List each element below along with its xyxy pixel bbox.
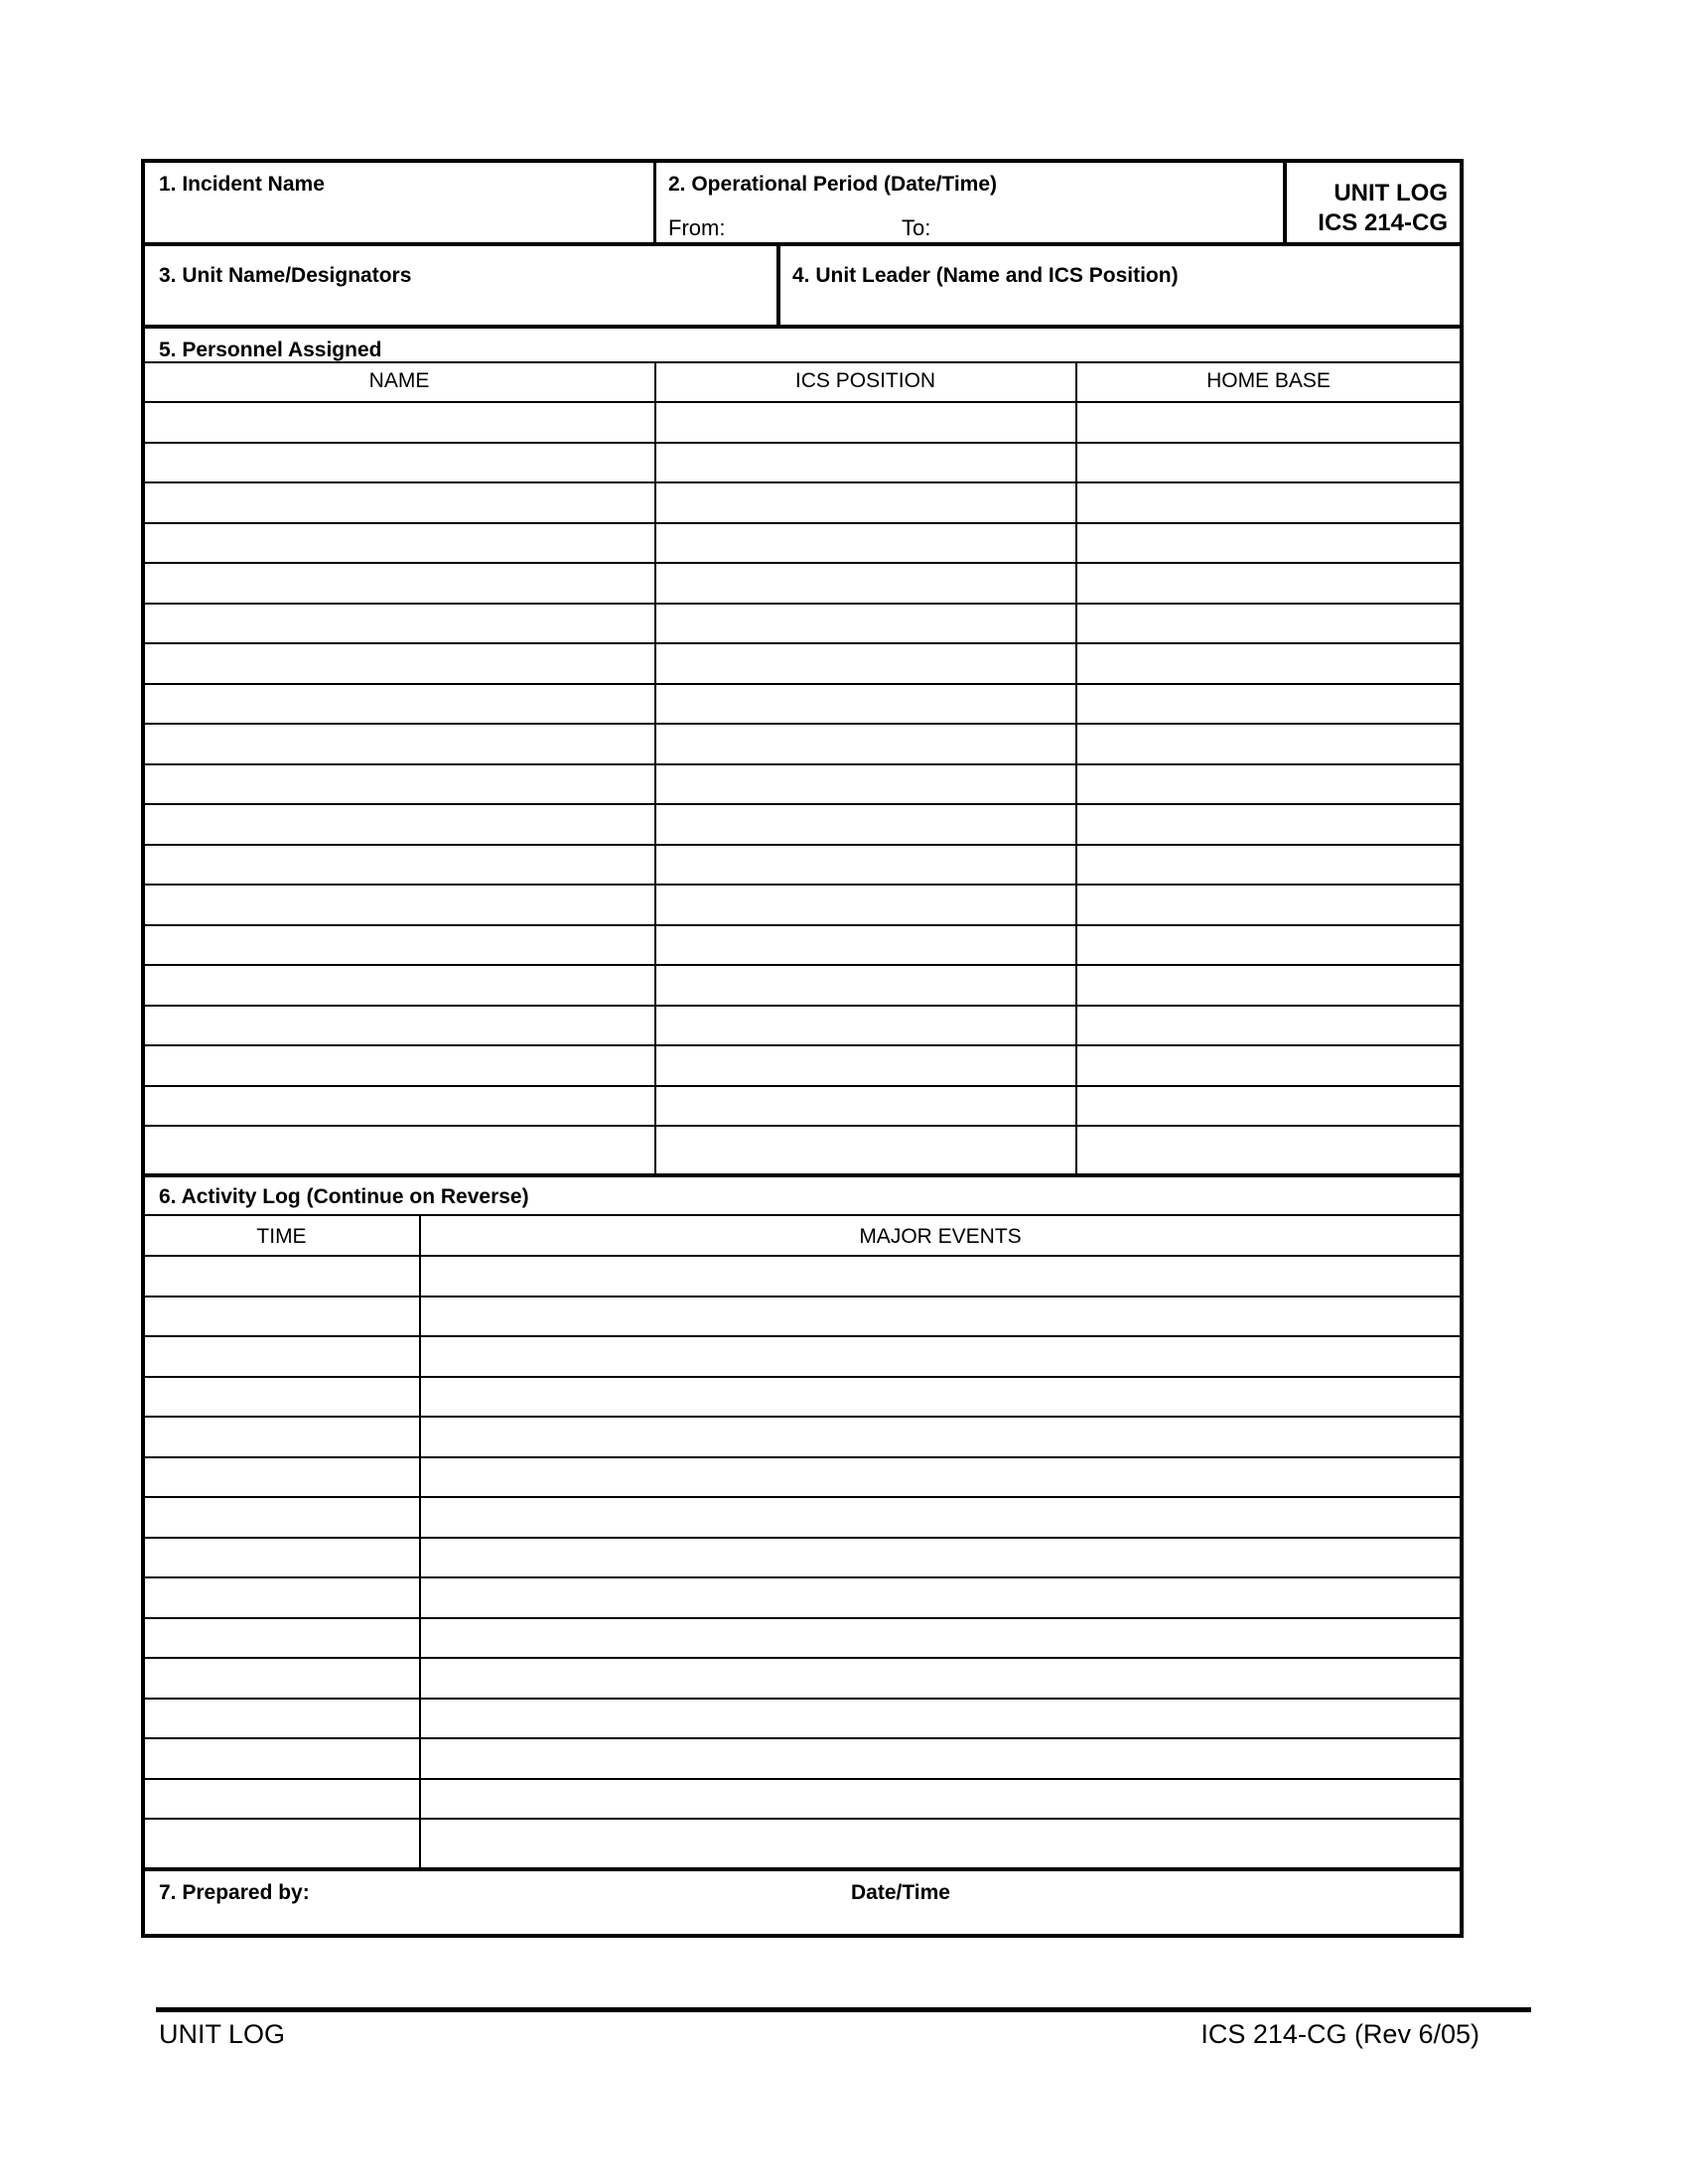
table-row [145, 1378, 1460, 1417]
from-field[interactable] [731, 210, 929, 240]
personnel-home-base-cell[interactable] [1077, 1127, 1460, 1165]
table-row [145, 605, 1460, 643]
personnel-home-base-cell[interactable] [1077, 1007, 1460, 1045]
operational-period-label: 2. Operational Period (Date/Time) [668, 173, 998, 196]
table-row [145, 403, 1460, 442]
personnel-name-cell[interactable] [145, 805, 651, 844]
table-row [145, 685, 1460, 724]
personnel-ics-position-cell[interactable] [656, 725, 1074, 763]
prepared-by-label: 7. Prepared by: [159, 1881, 310, 1904]
incident-name-label: 1. Incident Name [159, 173, 325, 196]
activity-time-cell[interactable] [145, 1337, 416, 1376]
personnel-assigned-label: 5. Personnel Assigned [159, 339, 382, 361]
table-row [145, 1007, 1460, 1045]
personnel-home-base-cell[interactable] [1077, 483, 1460, 522]
divider [145, 361, 1460, 363]
personnel-ics-position-cell[interactable] [656, 846, 1074, 885]
table-row [145, 926, 1460, 965]
date-time-field[interactable] [969, 1875, 1456, 1925]
table-row [145, 725, 1460, 763]
activity-time-cell[interactable] [145, 1820, 416, 1858]
date-time-label: Date/Time [851, 1881, 950, 1904]
personnel-home-base-cell[interactable] [1077, 886, 1460, 924]
activity-major-events-cell[interactable] [421, 1458, 1460, 1497]
activity-time-cell[interactable] [145, 1257, 416, 1296]
table-row [145, 1418, 1460, 1456]
personnel-name-cell[interactable] [145, 524, 651, 563]
table-row [145, 1539, 1460, 1577]
activity-time-cell[interactable] [145, 1578, 416, 1617]
personnel-ics-position-cell[interactable] [656, 1007, 1074, 1045]
major-events-column-header: MAJOR EVENTS [859, 1225, 1022, 1248]
table-row [145, 483, 1460, 522]
footer-form-name: UNIT LOG [159, 2019, 286, 2049]
personnel-home-base-cell[interactable] [1077, 685, 1460, 724]
divider [1283, 163, 1287, 243]
personnel-ics-position-cell[interactable] [656, 524, 1074, 563]
table-row [145, 444, 1460, 482]
personnel-name-cell[interactable] [145, 403, 651, 442]
activity-major-events-cell[interactable] [421, 1820, 1460, 1858]
personnel-ics-position-cell[interactable] [656, 1127, 1074, 1165]
divider [145, 1173, 1460, 1177]
table-row [145, 966, 1460, 1005]
personnel-name-cell[interactable] [145, 564, 651, 603]
table-row [145, 765, 1460, 804]
personnel-ics-position-cell[interactable] [656, 886, 1074, 924]
personnel-home-base-cell[interactable] [1077, 564, 1460, 603]
table-row [145, 1458, 1460, 1497]
personnel-name-cell[interactable] [145, 444, 651, 482]
activity-major-events-cell[interactable] [421, 1297, 1460, 1336]
personnel-name-cell[interactable] [145, 483, 651, 522]
activity-major-events-cell[interactable] [421, 1498, 1460, 1537]
divider [145, 1867, 1460, 1871]
activity-log-label: 6. Activity Log (Continue on Reverse) [159, 1185, 529, 1208]
table-row [145, 1578, 1460, 1617]
personnel-ics-position-cell[interactable] [656, 1087, 1074, 1126]
personnel-home-base-cell[interactable] [1077, 846, 1460, 885]
table-row [145, 564, 1460, 603]
personnel-home-base-cell[interactable] [1077, 926, 1460, 965]
activity-major-events-cell[interactable] [421, 1659, 1460, 1698]
table-row [145, 1046, 1460, 1085]
personnel-home-base-cell[interactable] [1077, 805, 1460, 844]
personnel-ics-position-cell[interactable] [656, 444, 1074, 482]
personnel-ics-position-cell[interactable] [656, 805, 1074, 844]
personnel-home-base-cell[interactable] [1077, 966, 1460, 1005]
time-column-header: TIME [256, 1225, 307, 1248]
activity-time-cell[interactable] [145, 1780, 416, 1819]
activity-major-events-cell[interactable] [421, 1739, 1460, 1778]
activity-major-events-cell[interactable] [421, 1780, 1460, 1819]
unit-name-field[interactable] [145, 246, 776, 326]
personnel-home-base-cell[interactable] [1077, 765, 1460, 804]
personnel-home-base-cell[interactable] [1077, 403, 1460, 442]
unit-leader-label: 4. Unit Leader (Name and ICS Position) [792, 264, 1179, 287]
ics-position-column-header: ICS POSITION [794, 369, 936, 392]
personnel-ics-position-cell[interactable] [656, 1046, 1074, 1085]
table-row [145, 886, 1460, 924]
activity-major-events-cell[interactable] [421, 1337, 1460, 1376]
divider [145, 1214, 1460, 1216]
form-title-line2: ICS 214-CG [1318, 209, 1448, 236]
unit-leader-field[interactable] [780, 246, 1460, 326]
to-label: To: [902, 215, 931, 240]
table-row [145, 1820, 1460, 1858]
table-row [145, 1127, 1460, 1165]
unit-name-label: 3. Unit Name/Designators [159, 264, 412, 287]
personnel-name-cell[interactable] [145, 765, 651, 804]
table-row [145, 1619, 1460, 1658]
personnel-ics-position-cell[interactable] [656, 483, 1074, 522]
activity-major-events-cell[interactable] [421, 1619, 1460, 1658]
personnel-home-base-cell[interactable] [1077, 1046, 1460, 1085]
home-base-column-header: HOME BASE [1206, 369, 1331, 392]
personnel-ics-position-cell[interactable] [656, 403, 1074, 442]
personnel-name-cell[interactable] [145, 846, 651, 885]
incident-name-field[interactable] [145, 163, 653, 242]
unit-log-form [141, 159, 1464, 1938]
personnel-ics-position-cell[interactable] [656, 926, 1074, 965]
table-row [145, 846, 1460, 885]
personnel-home-base-cell[interactable] [1077, 644, 1460, 683]
personnel-name-cell[interactable] [145, 926, 651, 965]
personnel-ics-position-cell[interactable] [656, 644, 1074, 683]
activity-major-events-cell[interactable] [421, 1378, 1460, 1417]
activity-major-events-cell[interactable] [421, 1418, 1460, 1456]
personnel-home-base-cell[interactable] [1077, 444, 1460, 482]
personnel-ics-position-cell[interactable] [656, 605, 1074, 643]
prepared-by-field[interactable] [324, 1875, 840, 1925]
personnel-home-base-cell[interactable] [1077, 725, 1460, 763]
activity-major-events-cell[interactable] [421, 1700, 1460, 1738]
from-label: From: [668, 215, 726, 240]
personnel-ics-position-cell[interactable] [656, 966, 1074, 1005]
table-row [145, 1739, 1460, 1778]
activity-time-cell[interactable] [145, 1297, 416, 1336]
table-row [145, 524, 1460, 563]
activity-time-cell[interactable] [145, 1619, 416, 1658]
activity-major-events-cell[interactable] [421, 1578, 1460, 1617]
table-row [145, 1297, 1460, 1336]
table-row [145, 1700, 1460, 1738]
personnel-name-cell[interactable] [145, 725, 651, 763]
form-title [1318, 179, 1448, 238]
personnel-name-cell[interactable] [145, 1046, 651, 1085]
personnel-name-cell[interactable] [145, 605, 651, 643]
table-row [145, 1659, 1460, 1698]
form-title-line1: UNIT LOG [1334, 180, 1448, 206]
table-row [145, 1257, 1460, 1296]
table-row [145, 1498, 1460, 1537]
footer-form-id: ICS 214-CG (Rev 6/05) [1200, 2019, 1479, 2049]
activity-time-cell[interactable] [145, 1539, 416, 1577]
divider [653, 163, 656, 243]
activity-major-events-cell[interactable] [421, 1539, 1460, 1577]
personnel-name-cell[interactable] [145, 966, 651, 1005]
activity-time-cell[interactable] [145, 1659, 416, 1698]
personnel-home-base-cell[interactable] [1077, 605, 1460, 643]
activity-time-cell[interactable] [145, 1498, 416, 1537]
activity-time-cell[interactable] [145, 1458, 416, 1497]
table-row [145, 1337, 1460, 1376]
personnel-name-cell[interactable] [145, 644, 651, 683]
table-row [145, 644, 1460, 683]
personnel-home-base-cell[interactable] [1077, 524, 1460, 563]
activity-time-cell[interactable] [145, 1739, 416, 1778]
personnel-name-cell[interactable] [145, 886, 651, 924]
personnel-name-cell[interactable] [145, 1087, 651, 1126]
personnel-ics-position-cell[interactable] [656, 685, 1074, 724]
footer-divider [156, 2007, 1531, 2012]
personnel-name-cell[interactable] [145, 1007, 651, 1045]
table-row [145, 805, 1460, 844]
name-column-header: NAME [368, 369, 430, 392]
activity-time-cell[interactable] [145, 1700, 416, 1738]
divider [145, 325, 1460, 329]
table-row [145, 1780, 1460, 1819]
activity-time-cell[interactable] [145, 1378, 416, 1417]
personnel-name-cell[interactable] [145, 1127, 651, 1165]
personnel-ics-position-cell[interactable] [656, 564, 1074, 603]
activity-time-cell[interactable] [145, 1418, 416, 1456]
activity-major-events-cell[interactable] [421, 1257, 1460, 1296]
personnel-name-cell[interactable] [145, 685, 651, 724]
personnel-ics-position-cell[interactable] [656, 765, 1074, 804]
personnel-home-base-cell[interactable] [1077, 1087, 1460, 1126]
table-row [145, 1087, 1460, 1126]
